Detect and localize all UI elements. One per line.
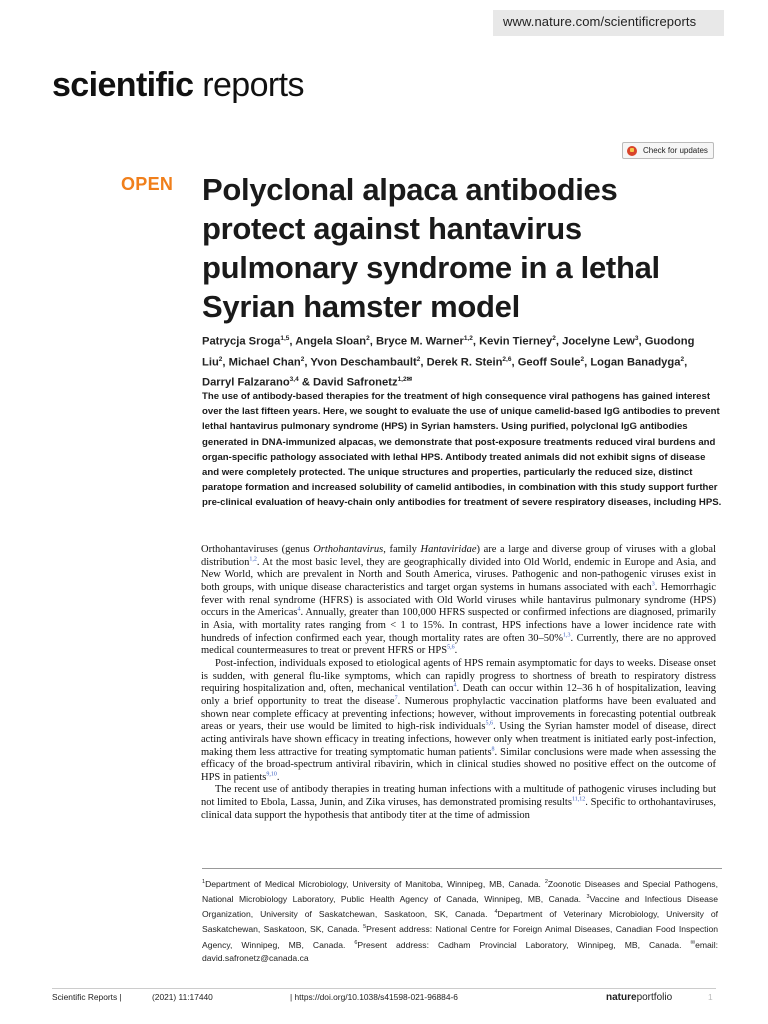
footer-volume: (2021) 11:17440 (152, 992, 213, 1002)
author-affiliation-sup: 2 (366, 335, 370, 342)
affiliation-text: Zoonotic Diseases and Special Pathogens, National Microbiology Laboratory, Public Health Agency of Canada, Winnipeg, MB, Canada. (202, 878, 718, 905)
body-paragraph-1 (201, 544, 716, 658)
author-name: Darryl Falzarano (202, 377, 290, 390)
article-body (201, 544, 716, 822)
author-affiliation-sup: 3,4 (289, 376, 299, 384)
affiliation-text: Vaccine and Infectious Disease Organization, University of Saskatchewan, Saskatoon, SK, Canada. (202, 894, 718, 920)
body-text: . Hemorrhagic fever with renal syndrome (HFRS) is associated with Old World viruses while hantavirus pulmonary syndrome (HPS) occurs in the Americas (201, 581, 716, 619)
taxon-name: Orthohantavirus (313, 544, 384, 555)
body-text: . Similar conclusions were made when assessing the efficacy of the broad-spectrum antiviral ribavirin, which in clinical studies showed no positive effect on the outcome of HPS in patients (201, 746, 716, 783)
author-name: Kevin Tierney (479, 335, 553, 348)
affiliation-text: Present address: National Centre for Foreign Animal Diseases, Canadian Food Inspection Agency, Winnipeg, MB, Canada. (202, 924, 719, 950)
citation-ref[interactable]: 11,12 (571, 796, 586, 803)
author-name: David Safronetz (313, 377, 398, 390)
body-paragraph-3 (201, 784, 716, 822)
author-affiliation-sup: 3 (634, 335, 639, 342)
body-text: The recent use of antibody therapies in treating human infections with a multitude of pathogenic viruses including but not limited to Ebola, Lassa, Junin, and Zika viruses, has demonstrated promising results (201, 784, 716, 809)
citation-ref[interactable]: 5,6 (447, 644, 455, 651)
affiliation-text: Department of Veterinary Microbiology, University of Saskatchewan, Saskatoon, SK, Canada. (202, 909, 718, 935)
citation-ref[interactable]: 4 (453, 682, 457, 689)
affiliation-sup: 4 (494, 909, 498, 916)
brand-light: portfolio (636, 992, 673, 1003)
affiliations (202, 876, 718, 965)
body-text: . Death can occur within 12–36 h of hospitalization, leaving only a brief opportunity to treat the disease (201, 683, 716, 707)
open-access-label: OPEN (121, 174, 174, 194)
author-name: Yvon Deschambault (310, 356, 417, 369)
citation-ref[interactable]: 1,2 (249, 556, 257, 563)
citation-ref[interactable]: 5,6 (485, 720, 493, 727)
footer-doi-link[interactable]: | https://doi.org/10.1038/s41598-021-96884-6 (290, 992, 458, 1002)
body-text: . (276, 771, 280, 783)
footer-divider (52, 988, 716, 989)
body-paragraph-2 (201, 658, 716, 785)
body-text: , family (383, 544, 421, 555)
journal-name-bold: scientific (52, 66, 194, 104)
affiliation-text: email: david.safronetz@canada.ca (202, 939, 719, 963)
affiliation-sup: ✉ (690, 939, 696, 946)
affiliation-text: Department of Medical Microbiology, University of Manitoba, Winnipeg, MB, Canada. (205, 878, 545, 889)
body-text: ) are a large and diverse group of viruses with a global distribution (201, 544, 716, 568)
page-number: 1 (708, 992, 713, 1002)
footer-journal: Scientific Reports | (52, 992, 122, 1002)
author-affiliation-sup: 2 (552, 335, 556, 342)
affiliation-sup: 3 (586, 894, 590, 901)
author-name: Bryce M. Warner (375, 335, 464, 348)
body-text: . Currently, there are no approved medical countermeasures to treat or prevent HFRS or HPS (201, 632, 716, 657)
author-affiliation-sup: 2 (580, 355, 585, 363)
crossmark-icon (627, 146, 637, 156)
author-affiliation-sup: 2 (300, 355, 305, 363)
affiliation-sup: 2 (544, 879, 548, 885)
citation-ref[interactable]: 8 (491, 746, 495, 752)
brand-bold: nature (606, 992, 637, 1003)
journal-name-light: reports (193, 66, 304, 104)
check-for-updates-label: Check for updates (643, 146, 708, 155)
affiliation-text: Present address: Cadham Provincial Laboratory, Winnipeg, MB, Canada. (357, 939, 691, 950)
article-title: Polyclonal alpaca antibodies protect against hantavirus pulmonary syndrome in a lethal Syrian hamster model (202, 172, 660, 324)
journal-url-link[interactable]: www.nature.com/scientificreports (503, 14, 697, 29)
affiliation-divider (202, 868, 722, 869)
author-affiliation-sup: 1,2✉ (397, 376, 413, 384)
check-for-updates-button[interactable] (622, 142, 714, 159)
author-affiliation-sup: 2 (416, 355, 421, 363)
author-affiliation-sup: 1,5 (280, 335, 290, 342)
author-affiliation-sup: 2 (680, 355, 685, 363)
citation-ref[interactable]: 4 (297, 606, 301, 613)
author-name: Jocelyne Lew (562, 335, 635, 348)
body-text: . (454, 645, 458, 657)
author-affiliation-sup: 2 (218, 355, 223, 363)
citation-ref[interactable]: 3 (651, 581, 655, 588)
body-text: . Specific to orthohantaviruses, clinical data support the hypothesis that antibody titer at the time of admission (201, 797, 716, 821)
affiliation-sup: 1 (202, 879, 206, 885)
affiliation-sup: 6 (354, 939, 358, 946)
author-name: Patrycja Sroga (202, 335, 281, 348)
affiliation-sup: 5 (363, 924, 367, 931)
author-name: Logan Banadyga (590, 356, 681, 369)
body-text: Orthohantaviruses (genus (201, 544, 314, 555)
body-text: . Using the Syrian hamster model of disease, direct acting antivirals have shown efficacy in treating infections, however only when treatment is initiated early post-infection, making them less attractive for treating symptomatic human patients (201, 721, 717, 758)
author-list: Patrycja Sroga$^{1,5}$, Angela Sloan$^2$, Bryce M. Warner$^{1,2}$, Kevin Tierney$^2$, Jocelyne Lew$^3$, Guodong Liu$^2$, Michael Chan$^2$, Yvon Deschambault$^2$, Derek R. Stein$^{2,6}$, Geoff Soule$^2$, Logan Banadyga$^2$, Darryl Falzarano$^{3,4}$ & David Safronetz$^{1,2✉}$ (202, 335, 695, 390)
citation-ref[interactable]: 9,10 (266, 771, 277, 778)
citation-ref[interactable]: 7 (394, 695, 398, 702)
body-text: Post-infection, individuals exposed to etiological agents of HPS remain asymptomatic for days to weeks. Disease onset is sudden, with general flu-like symptoms, which can rapidly progress to shortness of breath to respiratory distress requiring hospitalization and, often, mechanical ventilation (201, 657, 716, 695)
journal-logo (52, 66, 304, 105)
nature-portfolio-logo (606, 992, 672, 1003)
body-text: . Annually, greater than 100,000 HFRS suspected or confirmed infections are diagnosed, primarily in Asia, with mortality rates ranging from < 1 to 15%. In contrast, HPS infections have a lower incidence rate with hundreds of infection confirmed each year, though mortality rates are often 30–50% (201, 607, 716, 644)
body-text: . At the most basic level, they are geographically divided into Old World, endemic in Europe and Asia, and New World, which are prevalent in North and South America, viruses. Pathogenic and non-pathogenic viruses exist in both groups, with unique disease characteristics and target organ systems in humans associated with each (201, 556, 716, 593)
author-name: Angela Sloan (295, 335, 367, 348)
citation-ref[interactable]: 1,3 (563, 632, 571, 639)
author-name: Derek R. Stein (426, 356, 503, 369)
abstract: The use of antibody-based therapies for the treatment of high consequence viral pathogens has gained interest over the last fifteen years. Here, we sought to evaluate the use of unique camelid-based IgG antibodies to prevent lethal hantavirus pulmonary syndrome (HPS) in Syrian hamsters. Using purified, polyclonal IgG antibodies generated in DNA-immunized alpacas, we demonstrate that post-exposure treatments reduced viral burdens and organ-specific pathology associated with lethal HPS. Antibody treated animals did not exhibit signs of disease and were completely protected. The unique structures and properties, particularly the reduced size, distinct paratope formation and increased solubility of camelid antibodies, in combination with this study support further pre-clinical evaluation of heavy-chain only antibodies for treatment of severe respiratory diseases, including HPS. (202, 391, 722, 509)
taxon-name: Hantaviridae (420, 544, 477, 555)
author-affiliation-sup: 2,6 (502, 355, 512, 363)
body-text: . Numerous prophylactic vaccination platforms have been evaluated and shown near complete efficacy at preventing infections; however, without improvements in forecasting potential outbreak areas or years, their use would be limited to high-risk individuals (201, 695, 716, 733)
author-affiliation-sup: 1,2 (463, 335, 473, 342)
author-name: Guodong Liu (202, 335, 695, 369)
author-name: Michael Chan (228, 356, 301, 369)
author-name: Geoff Soule (517, 356, 581, 369)
